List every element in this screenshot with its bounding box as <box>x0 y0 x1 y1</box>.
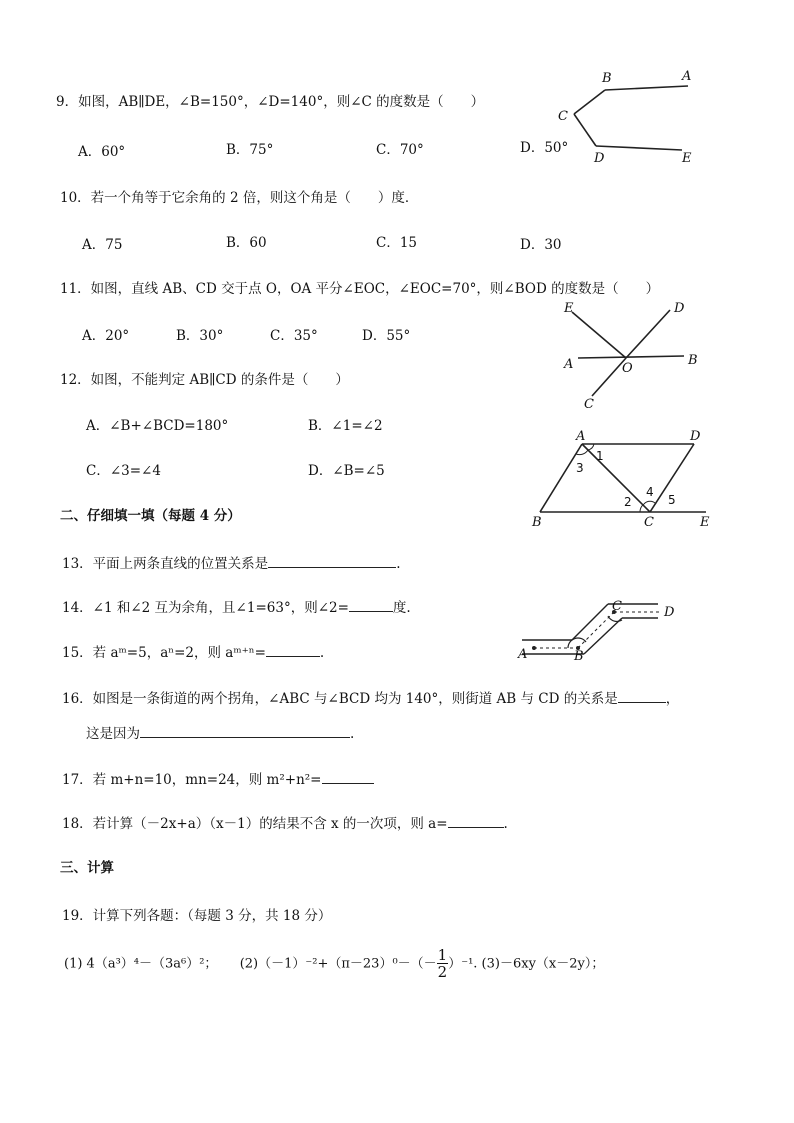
q12-label-3: 3 <box>576 461 584 475</box>
q12-option-d: D．∠B=∠5 <box>308 463 385 479</box>
q12-option-a: A．∠B+∠BCD=180° <box>86 418 229 434</box>
q9-stem: 9．如图，AB∥DE，∠B=150°，∠D=140°，则∠C 的度数是（ ） <box>56 94 485 110</box>
q11-label-b: B <box>688 353 698 368</box>
q17-answer-blank[interactable] <box>322 769 374 784</box>
q14-line <box>62 596 411 616</box>
q19-part-1: (1) 4（a³）⁴－（3a⁶）²； <box>64 956 218 972</box>
q12-label-5: 5 <box>668 493 676 507</box>
q16-label-b: B <box>574 649 584 664</box>
q13-answer-blank[interactable] <box>268 553 396 568</box>
q18-line <box>62 812 508 832</box>
q14-end: 度. <box>392 600 411 616</box>
q16-line2 <box>86 722 354 742</box>
q16-answer-blank[interactable] <box>618 688 666 703</box>
q13-end: . <box>396 556 401 572</box>
q11-option-d: D．55° <box>362 328 411 344</box>
q10-option-b: B．60 <box>226 235 267 251</box>
q17-text: 17．若 m+n=10，mn=24，则 m²+n²= <box>62 772 322 788</box>
q17-line <box>62 768 374 788</box>
q11-label-o: O <box>622 361 633 376</box>
q19-part-2a: (2)（－1）⁻²+（π－23）⁰－（－ <box>239 956 437 972</box>
q16-reason-label: 这是因为 <box>86 726 140 742</box>
q14-answer-blank[interactable] <box>349 597 393 612</box>
q16-reason-blank[interactable] <box>140 723 350 738</box>
q9-option-b: B．75° <box>226 142 274 158</box>
q16-line1 <box>62 687 679 707</box>
q12-label-d: D <box>690 429 701 444</box>
q11-option-c: C．35° <box>270 328 318 344</box>
q18-answer-blank[interactable] <box>448 813 504 828</box>
q9-label-e: E <box>682 151 692 166</box>
q19-problems <box>64 948 604 980</box>
q11-label-a: A <box>564 357 574 372</box>
q9-option-c: C．70° <box>376 142 424 158</box>
q12-option-b: B．∠1=∠2 <box>308 418 383 434</box>
q19-fraction-numerator: 1 <box>437 946 448 964</box>
q12-option-c: C．∠3=∠4 <box>86 463 161 479</box>
q19-stem: 19．计算下列各题：（每题 3 分，共 18 分） <box>62 908 332 924</box>
q13-line <box>62 552 400 572</box>
q12-label-a: A <box>576 429 586 444</box>
section-2-heading: 二、仔细填一填（每题 4 分） <box>60 508 241 524</box>
q12-label-c: C <box>644 515 654 530</box>
q16-label-d: D <box>664 605 675 620</box>
q9-label-d: D <box>594 151 605 166</box>
q12-label-e: E <box>700 515 710 530</box>
q16-text: 16．如图是一条街道的两个拐角，∠ABC 与∠BCD 均为 140°，则街道 AB 与 CD 的关系是 <box>62 691 618 707</box>
q12-figure <box>524 428 714 530</box>
q11-label-c: C <box>584 397 594 412</box>
q11-option-b: B．30° <box>176 328 224 344</box>
q12-label-b: B <box>532 515 542 530</box>
q19-part-2b-3: ）⁻¹. (3)－6xy（x－2y）； <box>448 956 605 972</box>
q9-label-b: B <box>602 71 612 86</box>
q11-label-d: D <box>674 301 685 316</box>
q19-fraction <box>437 948 449 980</box>
q9-label-a: A <box>682 69 692 84</box>
q16-end: ， <box>665 691 680 707</box>
q16-figure <box>512 596 708 664</box>
q9-label-c: C <box>558 109 568 124</box>
q9-figure <box>550 66 710 170</box>
q11-stem: 11．如图，直线 AB、CD 交于点 O，OA 平分∠EOC，∠EOC=70°，则∠BOD 的度数是（ ） <box>60 281 660 297</box>
q11-figure <box>556 296 706 412</box>
q9-option-d: D．50° <box>520 140 569 156</box>
q15-answer-blank[interactable] <box>266 642 320 657</box>
q12-label-1: 1 <box>596 449 604 463</box>
q12-label-2: 2 <box>624 495 632 509</box>
q18-text: 18．若计算（－2x+a）（x－1）的结果不含 x 的一次项，则 a= <box>62 816 448 832</box>
q16-label-c: C <box>612 599 622 614</box>
q10-stem: 10．若一个角等于它余角的 2 倍，则这个角是（ ）度． <box>60 190 419 206</box>
q10-option-d: D．30 <box>520 237 562 253</box>
q18-end: . <box>503 816 508 832</box>
q16-line2-end: . <box>350 726 355 742</box>
q11-label-e: E <box>564 301 574 316</box>
q14-text: 14．∠1 和∠2 互为余角，且∠1=63°，则∠2= <box>62 600 349 616</box>
q10-option-a: A．75 <box>82 237 123 253</box>
q15-line <box>62 641 324 661</box>
q10-option-c: C．15 <box>376 235 418 251</box>
q12-label-4: 4 <box>646 485 654 499</box>
q19-fraction-denominator: 2 <box>437 963 448 981</box>
q16-label-a: A <box>518 647 528 662</box>
q12-stem: 12．如图，不能判定 AB∥CD 的条件是（ ） <box>60 372 349 388</box>
q15-end: . <box>319 645 325 661</box>
q9-option-a: A．60° <box>78 144 126 160</box>
q15-text: 15．若 aᵐ=5，aⁿ=2，则 aᵐ⁺ⁿ= <box>62 645 266 661</box>
q13-text: 13．平面上两条直线的位置关系是 <box>62 556 269 572</box>
section-3-heading: 三、计算 <box>60 860 114 876</box>
q11-option-a: A．20° <box>82 328 130 344</box>
